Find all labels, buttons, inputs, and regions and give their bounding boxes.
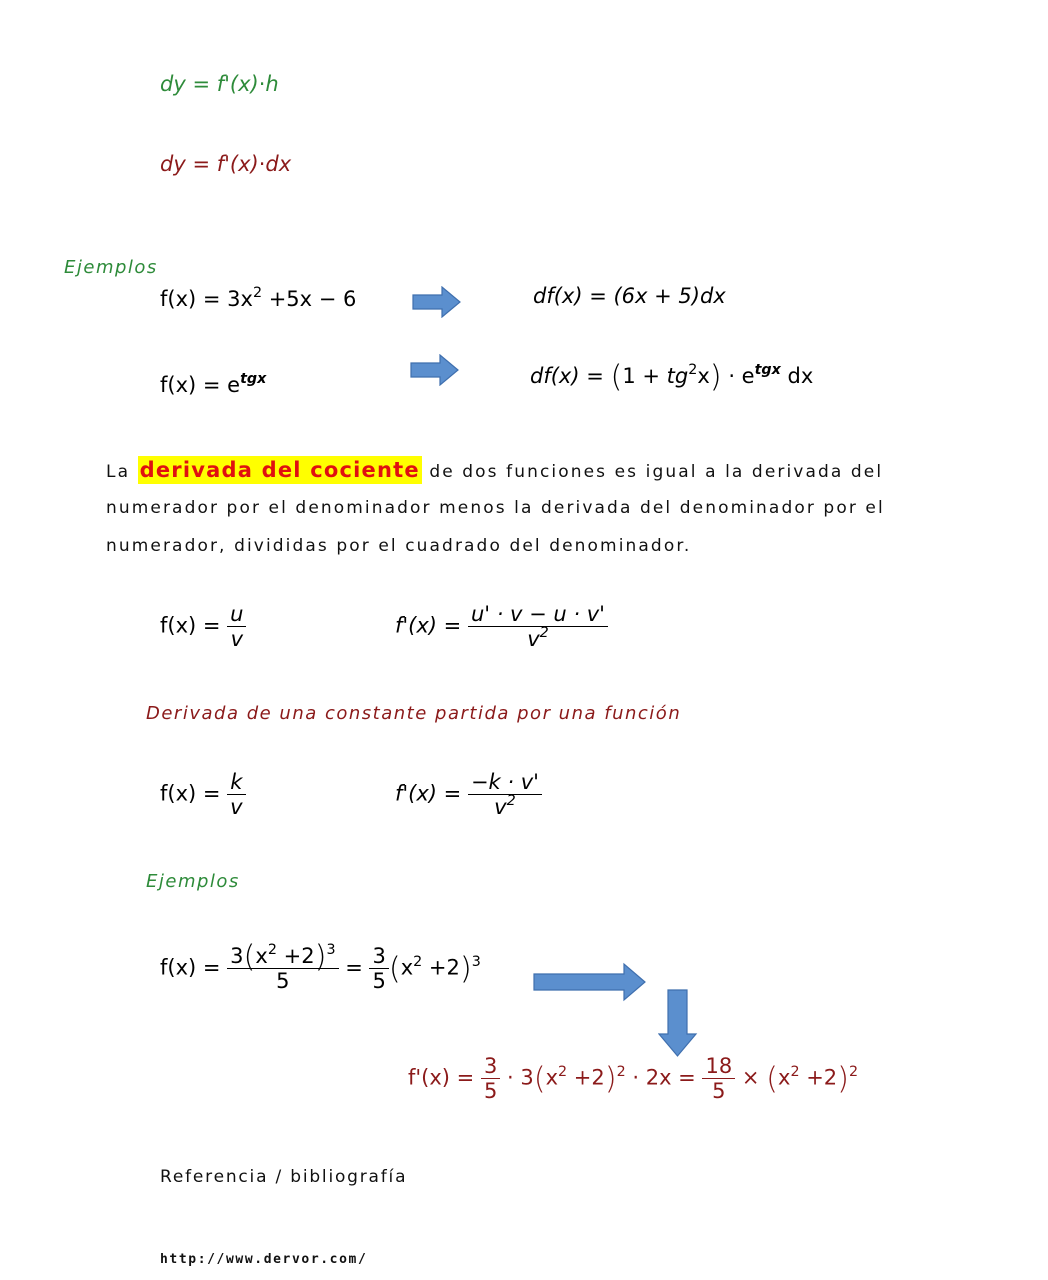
constant-derivative-fraction: [468, 770, 542, 819]
ex2-res-d: · e: [721, 364, 755, 388]
ex2-res-e: dx: [780, 364, 814, 388]
ex3-rhs-c: +2: [422, 955, 460, 980]
ex2-res-exp: 2: [688, 362, 698, 379]
ex1-rest: +5x − 6: [262, 287, 357, 311]
reference-heading: Referencia / bibliografía: [160, 1167, 408, 1187]
right-arrow-icon: [412, 286, 462, 318]
constant-function: [160, 770, 246, 819]
open-paren: (: [766, 1061, 779, 1097]
differential-eq-1: [160, 72, 279, 96]
result-f2-den: 5: [712, 1079, 726, 1104]
eq2-dx: dx: [265, 152, 292, 176]
ex3-rhs-b: x: [400, 955, 414, 980]
result-fraction-2: [702, 1054, 735, 1103]
eq1-dot: ·: [258, 72, 266, 96]
close-paren: ): [314, 939, 327, 975]
result-tail-exp: 2: [790, 1063, 800, 1080]
ex3-den: 5: [276, 969, 290, 994]
quotient-intro: La: [106, 462, 131, 482]
result-mid-a: · 3: [500, 1065, 534, 1090]
ex2-res-a: df(x) =: [530, 364, 611, 388]
right-arrow-icon-2: [410, 354, 460, 386]
ex3-equals: =: [338, 955, 370, 980]
right-arrow-icon-3: [532, 962, 648, 1002]
result-mid-outer-exp: 2: [616, 1063, 626, 1080]
eq1-h: h: [265, 72, 279, 96]
close-paren: ): [709, 359, 722, 395]
ex3-num-c: +2: [276, 944, 315, 968]
constant-d-den: v: [494, 795, 507, 820]
quotient-d-num: u' · v − u · v': [468, 602, 608, 627]
result-mid-b: x: [545, 1065, 559, 1090]
eq2-lhs: dy: [160, 152, 186, 176]
constant-d-lhs: f'(x) =: [395, 781, 468, 806]
eq2-fprime: f'(x): [216, 152, 259, 176]
down-arrow-icon: [658, 988, 698, 1058]
quotient-f-lhs: f(x) =: [160, 613, 228, 638]
ex1-result-a: df(x) = (6x + 5): [533, 284, 700, 308]
quotient-highlight: derivada del cociente: [139, 458, 420, 482]
eq1-lhs: dy: [160, 72, 186, 96]
quotient-fraction: [227, 602, 246, 651]
constant-f-lhs: f(x) =: [160, 781, 228, 806]
eq2-dot: ·: [258, 152, 266, 176]
close-paren: ): [459, 951, 472, 987]
close-paren: ): [604, 1061, 617, 1097]
ex3-num-b: x: [255, 944, 268, 968]
constant-d-num: −k · v': [468, 770, 542, 795]
example-1-function: [160, 287, 356, 311]
quotient-line-1: [106, 458, 883, 482]
quotient-derivative: [395, 602, 608, 651]
result-mid-exp: 2: [558, 1063, 568, 1080]
ex1-lhs: f(x) = 3x: [160, 287, 253, 311]
example-2-function: [160, 373, 266, 397]
quotient-f-num: u: [227, 602, 246, 627]
constant-derivative: [395, 770, 542, 819]
quotient-derivative-fraction: [468, 602, 608, 651]
result-fraction-1: [481, 1054, 500, 1103]
example-3-function: [160, 939, 481, 994]
ex3-fraction-2: [369, 944, 388, 993]
examples-label-2: Ejemplos: [146, 871, 240, 892]
quotient-line-2: numerador por el denominador menos la derivada del denominador por el: [106, 498, 885, 518]
open-paren: (: [533, 1061, 546, 1097]
ex2-res-tg: tg: [666, 364, 689, 388]
ex3-lhs: f(x) =: [160, 955, 228, 980]
constant-d-den-exp: 2: [506, 793, 516, 810]
quotient-function: [160, 602, 246, 651]
example-2-result: [530, 359, 814, 395]
example-1-result: [533, 284, 726, 308]
example-3-result: [408, 1054, 858, 1103]
result-tail-c: +2: [799, 1065, 838, 1090]
constant-title: Derivada de una constante partida por una función: [146, 703, 682, 724]
result-f2-num: 18: [702, 1054, 735, 1079]
ex2-res-b: 1 +: [622, 364, 667, 388]
quotient-line-3: numerador, divididas por el cuadrado del denominador.: [106, 536, 692, 556]
constant-f-num: k: [227, 770, 245, 795]
eq2-equals: =: [185, 152, 217, 176]
result-tail-b: x: [778, 1065, 791, 1090]
quotient-d-den-exp: 2: [539, 625, 549, 642]
ex1-result-dx: dx: [699, 284, 726, 308]
open-paren: (: [610, 359, 623, 395]
ex1-exponent: 2: [252, 285, 263, 302]
quotient-f-den: v: [230, 627, 244, 652]
result-mid-c: +2: [567, 1065, 605, 1090]
quotient-line-1-rest: de dos funciones es igual a la derivada del: [429, 462, 884, 482]
open-paren: (: [243, 939, 256, 975]
result-f1-num: 3: [481, 1054, 500, 1079]
eq1-fprime: f'(x): [216, 72, 259, 96]
open-paren: (: [388, 951, 401, 987]
examples-label-1: Ejemplos: [64, 257, 158, 278]
result-mid-d: · 2x =: [625, 1065, 703, 1090]
constant-fraction: [227, 770, 245, 819]
result-f1-den: 5: [483, 1079, 498, 1104]
result-lhs: f'(x) =: [408, 1065, 481, 1090]
ex3-num-a: 3: [230, 944, 244, 968]
ex2-exponent: tgx: [240, 371, 267, 388]
constant-f-den: v: [230, 795, 243, 820]
quotient-d-den: v: [527, 627, 540, 652]
quotient-d-lhs: f'(x) =: [395, 613, 468, 638]
ex3-num-outer-exp: 3: [326, 942, 336, 959]
result-tail-a: ×: [735, 1065, 767, 1090]
ex3-frac-den: 5: [372, 969, 386, 994]
ex3-num-exp: 2: [267, 942, 277, 959]
eq1-equals: =: [185, 72, 217, 96]
ex2-res-exp2: tgx: [754, 362, 781, 379]
reference-link[interactable]: http://www.dervor.com/: [160, 1252, 368, 1267]
ex3-rhs-outer-exp: 3: [471, 953, 481, 970]
close-paren: ): [837, 1061, 850, 1097]
ex2-lhs: f(x) = e: [160, 373, 241, 397]
differential-eq-2: [160, 152, 291, 176]
ex3-rhs-exp: 2: [413, 953, 423, 970]
ex3-fraction: [227, 939, 338, 994]
result-tail-outer-exp: 2: [849, 1063, 859, 1080]
ex2-res-c: x: [697, 364, 710, 388]
ex3-frac-num: 3: [369, 944, 388, 969]
